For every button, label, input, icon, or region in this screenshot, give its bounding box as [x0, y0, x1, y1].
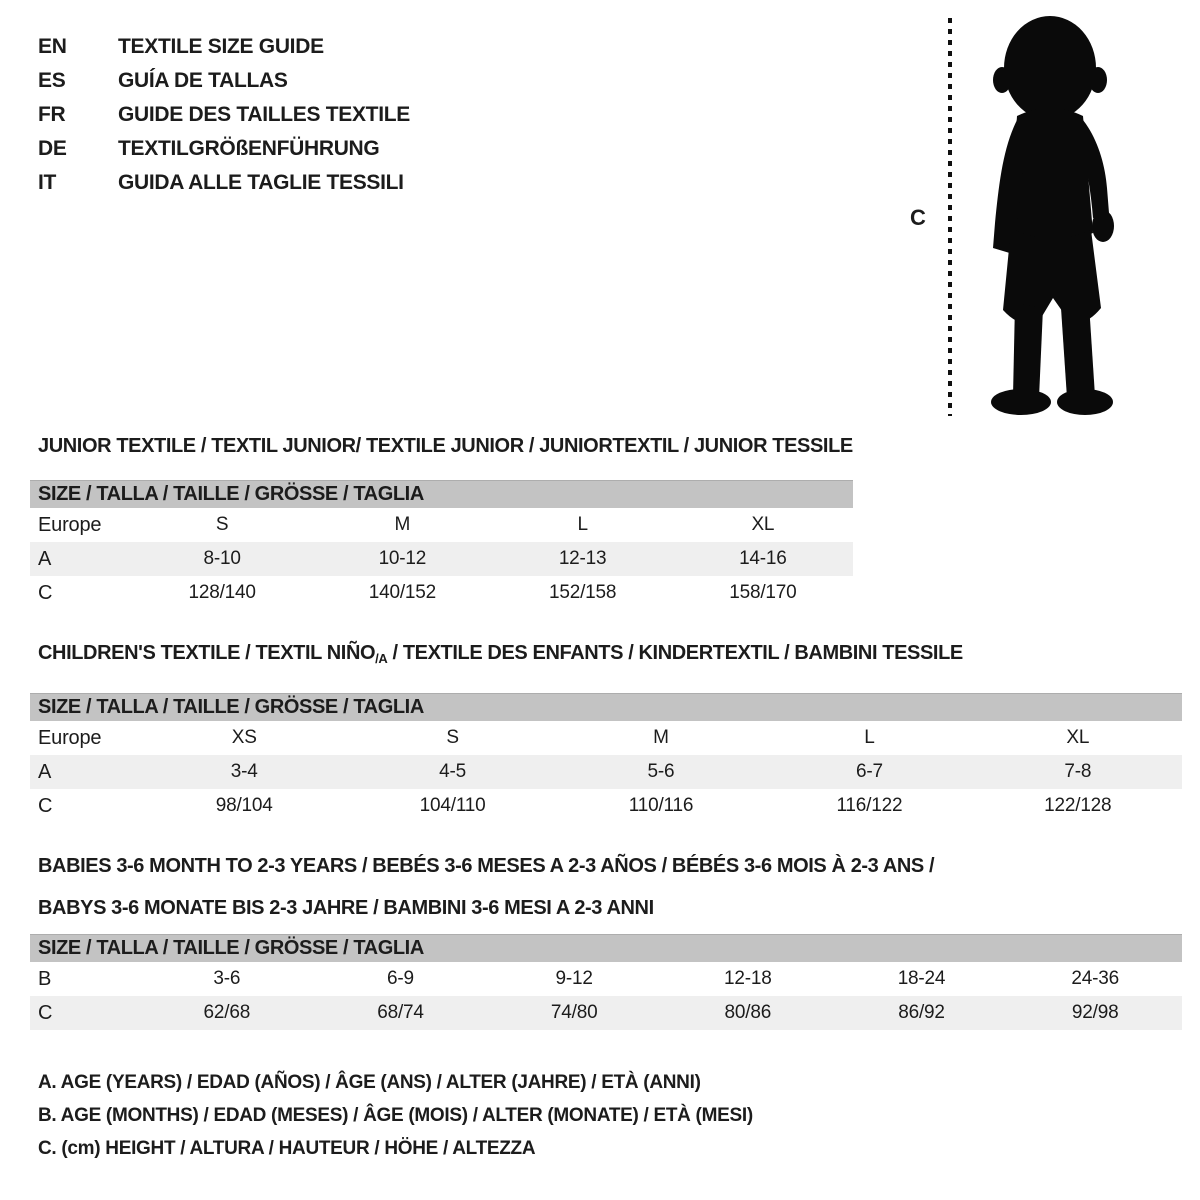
- table-cell: 152/158: [548, 582, 617, 603]
- language-code: ES: [38, 69, 66, 92]
- babies-section-title-line1: BABIES 3-6 MONTH TO 2-3 YEARS / BEBÉS 3-6 MESES A 2-3 AÑOS / BÉBÉS 3-6 MOIS À 2-3 ANS /: [38, 855, 935, 877]
- children-title-prefix: CHILDREN'S TEXTILE / TEXTIL NIÑO: [38, 642, 376, 664]
- babies-table: [30, 934, 1182, 1030]
- legend-line-c: C. (cm) HEIGHT / ALTURA / HAUTEUR / HÖHE / ALTEZZA: [38, 1137, 536, 1159]
- children-title-subscript: /A: [375, 651, 388, 666]
- babies-section: [30, 850, 1182, 1030]
- table-cell: S: [446, 727, 459, 748]
- language-row-de: [38, 132, 410, 166]
- table-cell: M: [653, 727, 669, 748]
- row-label: A: [38, 547, 52, 570]
- table-cell: 3-4: [230, 761, 258, 782]
- table-cell: 8-10: [203, 548, 241, 569]
- row-label: Europe: [38, 513, 102, 536]
- table-cell: 110/116: [628, 795, 694, 816]
- table-cell: 80/86: [724, 1002, 772, 1023]
- row-label: B: [38, 967, 52, 990]
- table-cell: 14-16: [739, 548, 787, 569]
- table-cell: 104/110: [419, 795, 486, 816]
- babies-section-title-line2: BABYS 3-6 MONATE BIS 2-3 JAHRE / BAMBINI 3-6 MESI A 2-3 ANNI: [38, 897, 654, 919]
- table-cell: L: [864, 727, 875, 748]
- table-cell: 62/68: [203, 1002, 251, 1023]
- table-cell: 98/104: [215, 795, 273, 816]
- junior-table: [30, 480, 853, 610]
- row-label: C: [38, 581, 53, 604]
- table-row: [30, 789, 1182, 823]
- table-row: [30, 508, 853, 542]
- language-title: GUIDA ALLE TAGLIE TESSILI: [118, 171, 404, 194]
- language-code: EN: [38, 35, 67, 58]
- measure-c-label: C: [910, 205, 926, 230]
- table-cell: 128/140: [188, 582, 256, 603]
- table-cell: 74/80: [550, 1002, 598, 1023]
- table-cell: XL: [1066, 727, 1090, 748]
- table-cell: 68/74: [377, 1002, 424, 1023]
- table-cell: 3-6: [213, 968, 241, 989]
- size-table-header: SIZE / TALLA / TAILLE / GRÖSSE / TAGLIA: [30, 934, 1182, 962]
- language-title: GUIDE DES TAILLES TEXTILE: [118, 103, 410, 126]
- language-title-list: [38, 30, 410, 200]
- junior-section-title: JUNIOR TEXTILE / TEXTIL JUNIOR/ TEXTILE JUNIOR / JUNIORTEXTIL / JUNIOR TESSILE: [38, 435, 853, 457]
- table-row: [30, 721, 1182, 755]
- measurement-legend: [38, 1066, 753, 1165]
- language-title: GUÍA DE TALLAS: [118, 69, 288, 92]
- table-cell: 7-8: [1064, 761, 1092, 782]
- measurement-figure: [890, 0, 1200, 432]
- language-code: FR: [38, 103, 66, 126]
- height-dashed-line: [948, 18, 952, 416]
- table-cell: XS: [231, 727, 257, 748]
- table-cell: 10-12: [378, 548, 427, 569]
- table-cell: 12-18: [724, 968, 772, 989]
- table-row: [30, 755, 1182, 789]
- table-cell: 140/152: [368, 582, 437, 603]
- table-cell: L: [577, 514, 588, 535]
- table-cell: XL: [751, 514, 775, 535]
- table-cell: 158/170: [729, 582, 797, 603]
- table-cell: 116/122: [836, 795, 903, 816]
- row-label: C: [38, 794, 53, 817]
- language-row-fr: [38, 98, 410, 132]
- language-title: TEXTILE SIZE GUIDE: [118, 35, 324, 58]
- language-code: DE: [38, 137, 67, 160]
- table-cell: 5-6: [647, 761, 675, 782]
- children-section: [30, 642, 1182, 823]
- language-row-es: [38, 64, 410, 98]
- children-section-title: [30, 642, 1182, 670]
- legend-line-b: B. AGE (MONTHS) / EDAD (MESES) / ÂGE (MOIS) / ALTER (MONATE) / ETÀ (MESI): [38, 1104, 753, 1126]
- baby-silhouette-icon: [965, 8, 1145, 420]
- table-cell: M: [394, 514, 411, 535]
- language-code: IT: [38, 171, 57, 194]
- table-cell: 9-12: [555, 968, 593, 989]
- language-title: TEXTILGRÖßENFÜHRUNG: [118, 137, 380, 160]
- table-cell: 12-13: [558, 548, 607, 569]
- table-cell: S: [215, 514, 229, 535]
- language-row-en: [38, 30, 410, 64]
- size-table-header: SIZE / TALLA / TAILLE / GRÖSSE / TAGLIA: [30, 480, 853, 508]
- table-row: [30, 962, 1182, 996]
- junior-section: [30, 435, 853, 610]
- children-title-suffix: / TEXTILE DES ENFANTS / KINDERTEXTIL / BAMBINI TESSILE: [387, 642, 963, 664]
- row-label: Europe: [38, 726, 102, 749]
- table-cell: 24-36: [1071, 968, 1119, 989]
- row-label: A: [38, 760, 52, 783]
- table-cell: 6-9: [387, 968, 414, 989]
- row-label: C: [38, 1001, 53, 1024]
- table-row: [30, 542, 853, 576]
- legend-line-a: A. AGE (YEARS) / EDAD (AÑOS) / ÂGE (ANS) / ALTER (JAHRE) / ETÀ (ANNI): [38, 1071, 701, 1093]
- children-table: [30, 693, 1182, 823]
- table-cell: 92/98: [1071, 1002, 1119, 1023]
- table-row: [30, 996, 1182, 1030]
- table-row: [30, 576, 853, 610]
- table-cell: 18-24: [897, 968, 946, 989]
- size-table-header: SIZE / TALLA / TAILLE / GRÖSSE / TAGLIA: [30, 693, 1182, 721]
- language-row-it: [38, 166, 410, 200]
- table-cell: 6-7: [855, 761, 883, 782]
- table-cell: 4-5: [439, 761, 467, 782]
- table-cell: 86/92: [898, 1002, 945, 1023]
- table-cell: 122/128: [1044, 795, 1112, 816]
